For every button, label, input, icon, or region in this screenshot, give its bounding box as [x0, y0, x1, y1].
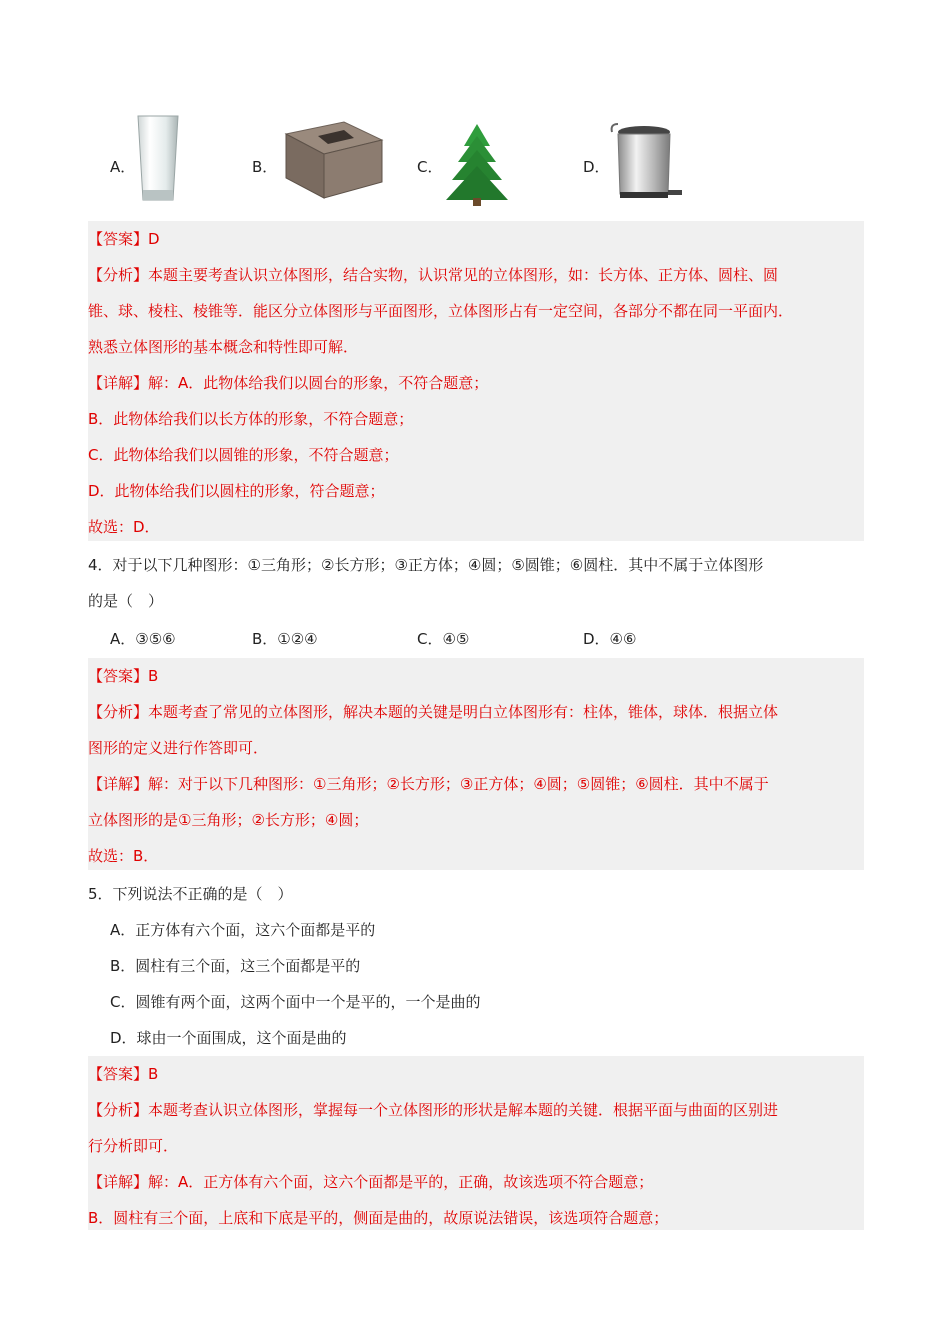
- option-b-label: B．: [252, 158, 278, 176]
- q4-solution-box: [88, 658, 864, 870]
- q4-stem-line: 4．对于以下几种图形：①三角形；②长方形；③正方体；④圆；⑤圆锥；⑥圆柱．其中不属于立体图形: [88, 556, 764, 574]
- q5-option-c: C．圆锥有两个面，这两个面中一个是平的，一个是曲的: [110, 993, 481, 1011]
- q4-stem: [88, 547, 864, 619]
- q4-analysis-line: 图形的定义进行作答即可．: [88, 739, 269, 757]
- q5-option-b: B．圆柱有三个面，这三个面都是平的: [110, 957, 361, 975]
- q3-detail-line: D．此物体给我们以圆柱的形象，符合题意；: [88, 482, 385, 500]
- pine-tree-icon: [444, 122, 510, 206]
- q5-detail-line: 【详解】解：A．正方体有六个面，这六个面都是平的，正确，故该选项不符合题意；: [88, 1173, 654, 1191]
- q5-detail-line: B．圆柱有三个面，上底和下底是平的，侧面是曲的，故原说法错误，该选项符合题意；: [88, 1209, 669, 1227]
- q4-option-d: D．④⑥: [583, 630, 637, 648]
- q5-option-d: D．球由一个面围成，这个面是曲的: [110, 1029, 347, 1047]
- option-a-label: A．: [110, 158, 136, 176]
- q5-option-a: A．正方体有六个面，这六个面都是平的: [110, 921, 376, 939]
- q4-option-a: A．③⑤⑥: [110, 630, 176, 648]
- option-c-label: C．: [417, 158, 443, 176]
- q4-option-c: C．④⑤: [417, 630, 470, 648]
- q4-stem-line: 的是（ ）: [88, 592, 164, 610]
- q4-answer: 【答案】B: [88, 667, 159, 685]
- q3-analysis-line: 锥、球、棱柱、棱锥等．能区分立体图形与平面图形，立体图形占有一定空间，各部分不都在同一平面内．: [88, 302, 794, 320]
- q3-detail-line: 【详解】解：A．此物体给我们以圆台的形象，不符合题意；: [88, 374, 489, 392]
- q3-detail-line: C．此物体给我们以圆锥的形象，不符合题意；: [88, 446, 399, 464]
- trash-can-icon: [608, 120, 688, 202]
- q3-image-options: [88, 110, 864, 210]
- q4-analysis-line: 【分析】本题考查了常见的立体图形，解决本题的关键是明白立体图形有：柱体，锥体，球体．根据立体: [88, 703, 779, 721]
- q4-detail-line: 立体图形的是①三角形；②长方形；④圆；: [88, 811, 369, 829]
- q3-analysis-line: 熟悉立体图形的基本概念和特性即可解．: [88, 338, 359, 356]
- q5-analysis-line: 行分析即可．: [88, 1137, 179, 1155]
- q5-solution-box: [88, 1056, 864, 1230]
- q5-analysis-line: 【分析】本题考查认识立体图形，掌握每一个立体图形的形状是解本题的关键．根据平面与曲面的区别进: [88, 1101, 779, 1119]
- q5-answer: 【答案】B: [88, 1065, 159, 1083]
- q3-solution-box: [88, 221, 864, 541]
- glass-cup-icon: [136, 114, 180, 204]
- q5-question: [88, 876, 864, 1056]
- option-d-label: D．: [583, 158, 610, 176]
- q4-detail-line: 故选：B．: [88, 847, 159, 865]
- q5-stem: 5．下列说法不正确的是（ ）: [88, 885, 293, 903]
- q4-options: [88, 621, 864, 657]
- q3-analysis-line: 【分析】本题主要考查认识立体图形，结合实物，认识常见的立体图形，如：长方体、正方体、圆柱、圆: [88, 266, 779, 284]
- q3-detail-line: 故选：D．: [88, 518, 160, 536]
- q3-answer: 【答案】D: [88, 230, 160, 248]
- tissue-box-icon: [278, 120, 388, 200]
- q3-detail-line: B．此物体给我们以长方体的形象，不符合题意；: [88, 410, 414, 428]
- q4-option-b: B．①②④: [252, 630, 318, 648]
- q4-detail-line: 【详解】解：对于以下几种图形：①三角形；②长方形；③正方体；④圆；⑤圆锥；⑥圆柱．其中不属于: [88, 775, 769, 793]
